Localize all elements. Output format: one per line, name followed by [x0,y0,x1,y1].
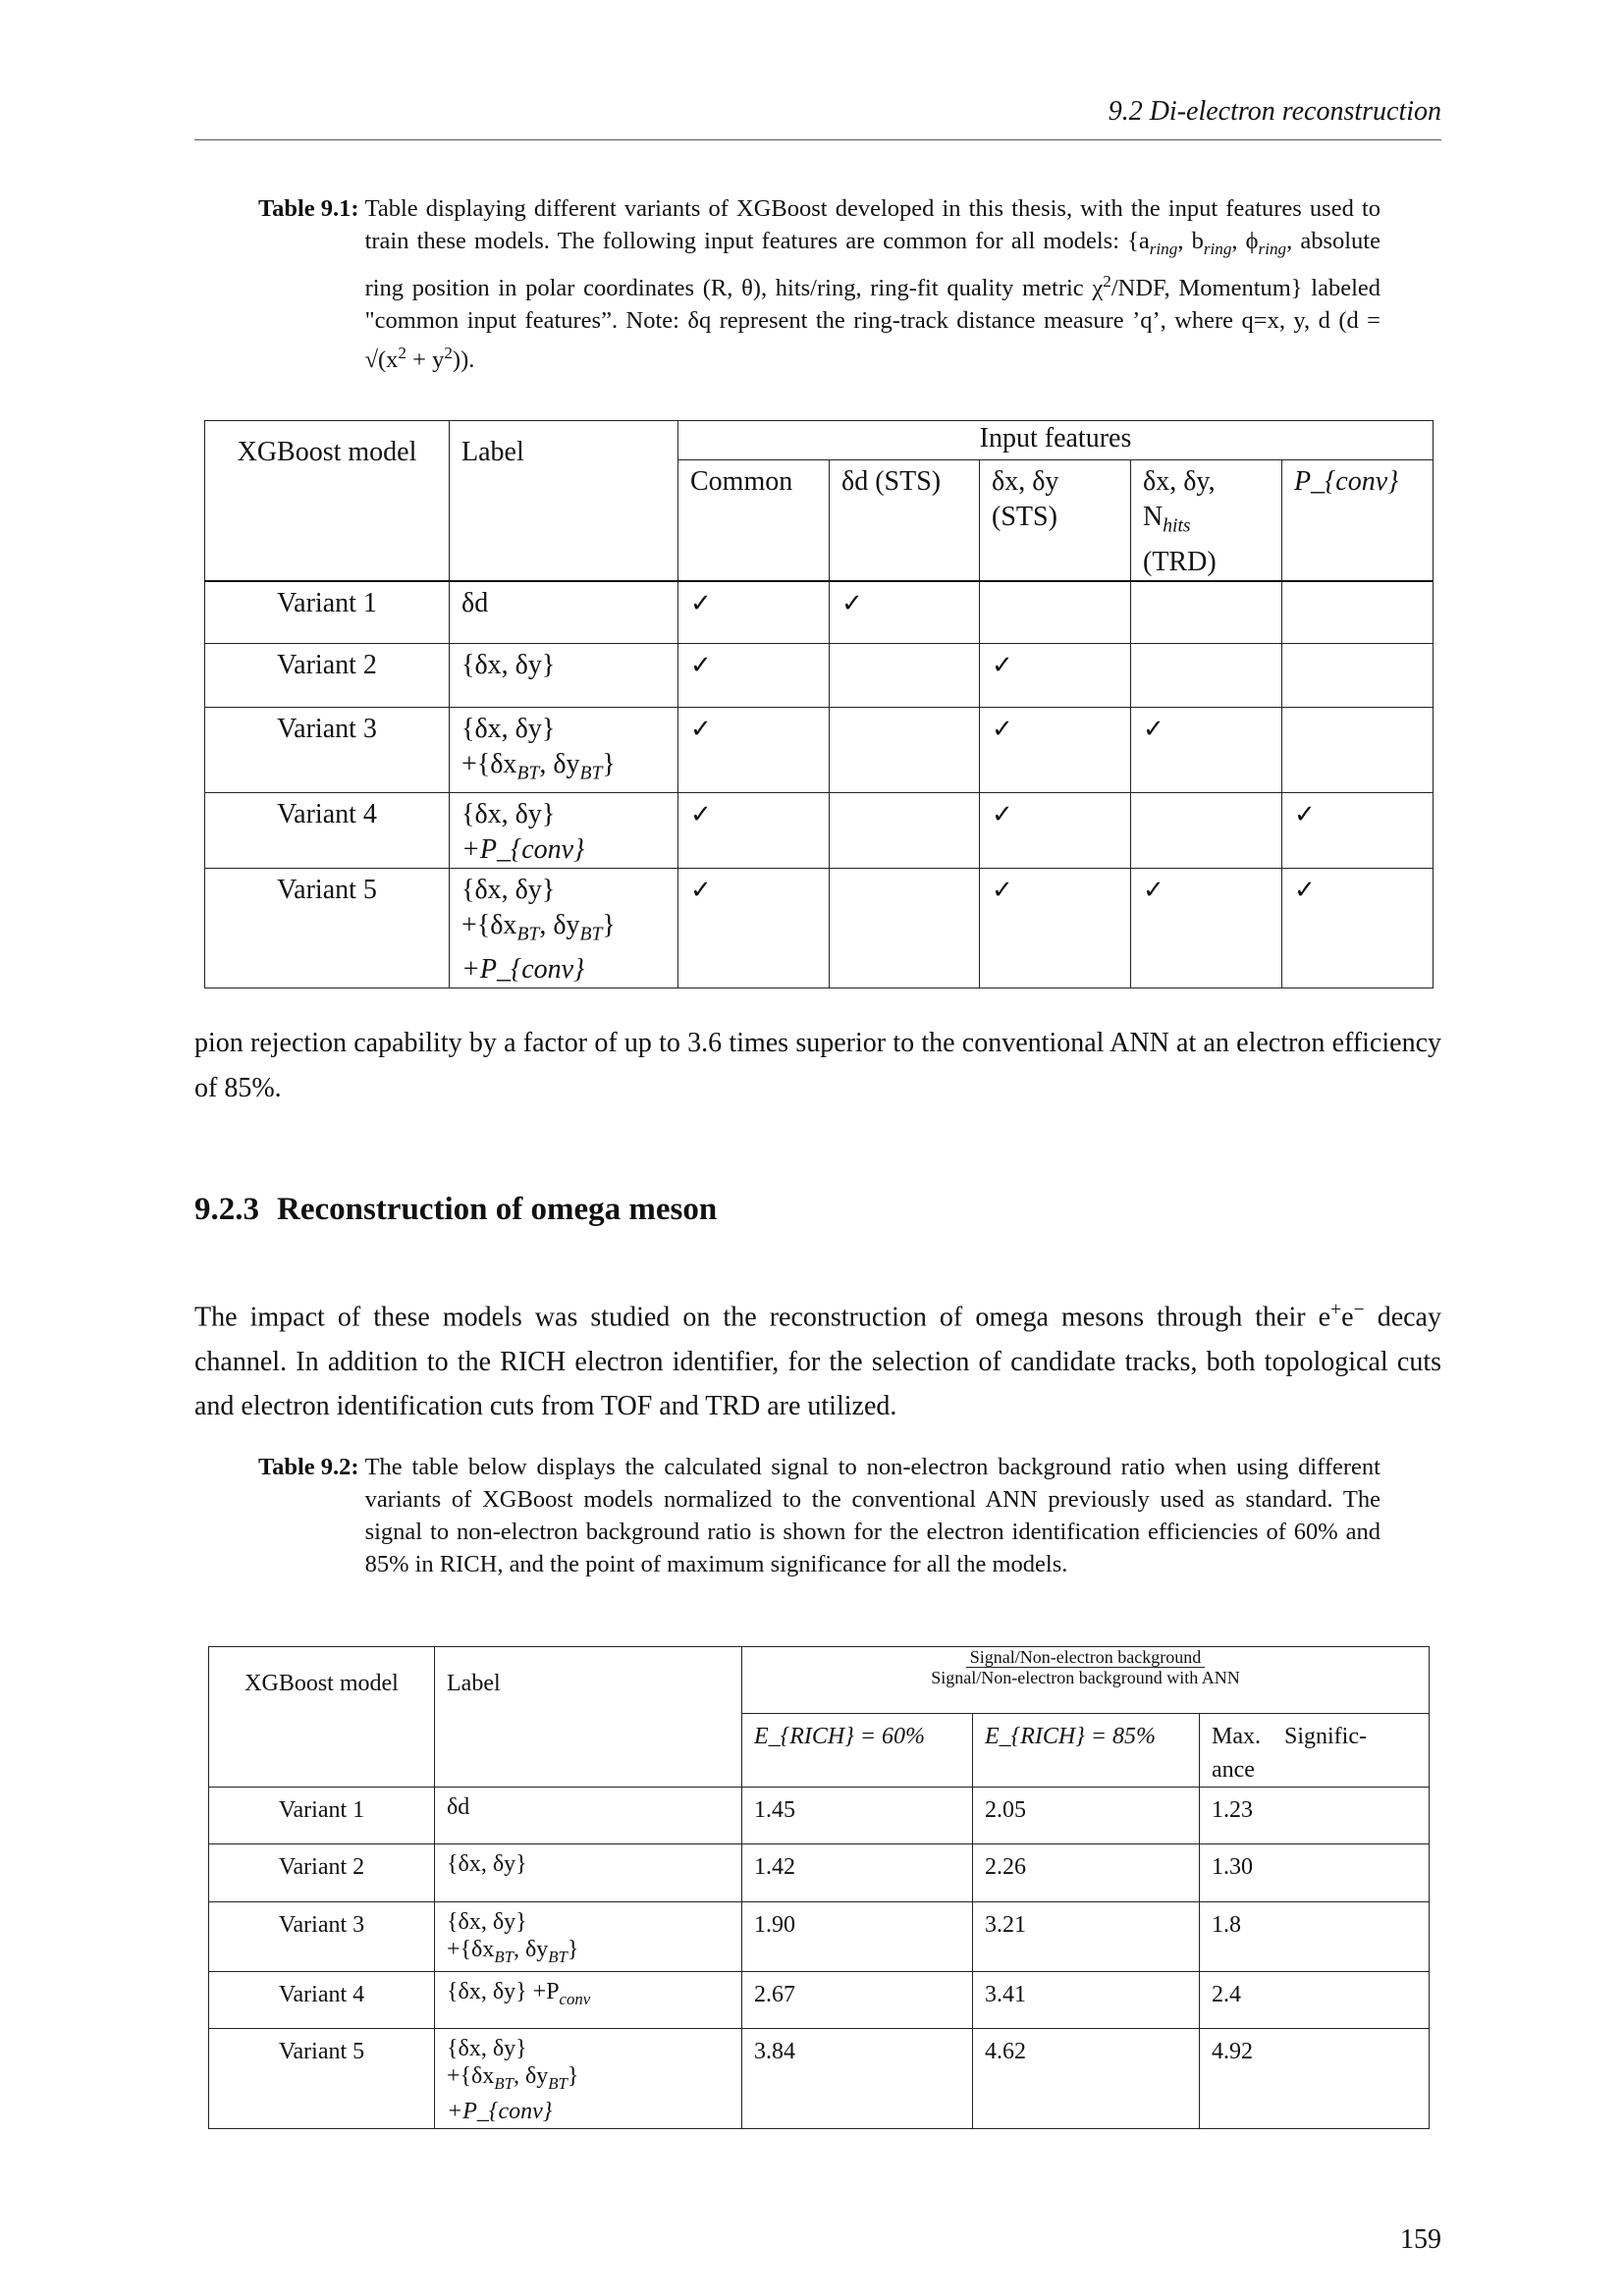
label-line: $+\{\delta x_{BT}$, $\delta y_{BT}$} [447,1937,579,1966]
check-cell [1131,868,1282,988]
value-cell: 1.42 [742,1844,973,1902]
paragraph: pion rejection capability by a factor of up to 3.6 times superior to the conventional ANN at an electron efficiency of 85%. [194,1028,1441,1103]
header-ratio-fraction [742,1647,1430,1714]
check-cell [678,581,830,644]
header-col-1: E_{RICH} = 85% [973,1714,1200,1788]
label-cell [435,1844,742,1902]
header-rule [194,139,1441,140]
model-cell: Variant 2 [209,1844,435,1902]
value-cell: 2.05 [973,1788,1200,1844]
model-cell: Variant 3 [209,1902,435,1972]
table-row [205,708,1434,793]
header-input-features: Input features [678,421,1434,460]
check-cell [830,708,980,793]
check-cell [1282,868,1434,988]
header-model: XGBoost model [205,421,450,581]
checkmark-icon: ✓ [992,651,1013,681]
check-cell [830,868,980,988]
table-row [205,581,1434,644]
page-number: 159 [1400,2224,1441,2255]
label-line: {δx, δy} [461,874,556,905]
fraction-numerator: Signal/Non-electron background [966,1647,1205,1668]
check-cell [1282,708,1434,793]
check-cell [980,868,1131,988]
header-col-2: Max. Signific- ance [1200,1714,1430,1788]
label-line: {δx, $\delta y\} +P_{conv}$ [447,1978,591,2008]
header-col-0: E_{RICH} = 60% [742,1714,973,1788]
label-cell [450,868,678,988]
check-cell [1282,644,1434,708]
checkmark-icon: ✓ [690,588,712,618]
value-cell: 1.90 [742,1902,973,1972]
section-heading [194,1192,717,1228]
check-cell [1131,581,1282,644]
table-row [209,1902,1430,1972]
label-cell [450,792,678,868]
check-cell [678,792,830,868]
table-row [209,2028,1430,2128]
label-line: {δx, δy} [461,650,556,681]
section-number: 9.2.3 [194,1192,259,1227]
model-cell: Variant 1 [209,1788,435,1844]
check-cell [1131,708,1282,793]
table-row [209,1971,1430,2028]
check-cell [1131,792,1282,868]
label-line: $+\{\delta x_{BT}$, $\delta y_{BT}$} [447,2062,579,2093]
table2-caption [258,1451,1380,1580]
value-cell: 2.26 [973,1844,1200,1902]
checkmark-icon: ✓ [1143,715,1164,745]
label-line: +P_{conv} [461,954,585,986]
table-row [209,1844,1430,1902]
fraction-denominator: Signal/Non-electron background with ANN [931,1668,1240,1687]
header-col-4: P_{conv} [1282,460,1434,581]
label-cell [450,644,678,708]
label-cell [435,2028,742,2128]
check-cell [678,708,830,793]
table-row [205,644,1434,708]
label-cell [435,1788,742,1844]
checkmark-icon: ✓ [1143,875,1164,905]
label-line: +P_{conv} [461,833,585,865]
checkmark-icon: ✓ [690,799,712,829]
check-cell [1282,792,1434,868]
check-cell [1131,644,1282,708]
value-cell: 2.67 [742,1971,973,2028]
check-cell [980,792,1131,868]
check-cell [830,644,980,708]
table-9-2 [208,1646,1430,2129]
value-cell: 2.4 [1200,1971,1430,2028]
caption-text: Table displaying different variants of XGBoost developed in this thesis, with the input features used to train these models. The following input features are common for all models: {$a_{ring}$, $b_{ring}$, $\phi_{ring}$, absolute ring position in polar coordinates (R, θ), hits/ring, ring-fit quality metric $\chi^2$/NDF, Momentum} labeled "common input features”. Note: δq represent the ring-track distance measure ’q’, where q=x, y, d $(d = √(x^2 + y^2))$. [364,195,1380,374]
model-cell: Variant 2 [205,644,450,708]
value-cell: 1.23 [1200,1788,1430,1844]
checkmark-icon: ✓ [1294,875,1316,905]
check-cell [678,868,830,988]
header-col-0: Common [678,460,830,581]
check-cell [830,581,980,644]
table-9-1 [204,420,1434,988]
caption-label: Table 9.2: [258,1454,359,1480]
caption-text: The table below displays the calculated signal to non-electron background ratio when using different variants of XGBoost models normalized to the conventional ANN previously used as standard. The signal to non-electron background ratio is shown for the electron identification efficiencies of 60% and 85% in RICH, and the point of maximum significance for all the models. [364,1454,1380,1577]
checkmark-icon: ✓ [992,715,1013,745]
table-row [205,868,1434,988]
checkmark-icon: ✓ [992,875,1013,905]
check-cell [980,708,1131,793]
label-cell [450,708,678,793]
label-cell [435,1902,742,1972]
check-cell [678,644,830,708]
label-cell [435,1971,742,2028]
table-row [209,1788,1430,1844]
checkmark-icon: ✓ [841,588,863,618]
label-line: {δx, δy} [461,714,556,745]
section-title: Reconstruction of omega meson [277,1192,718,1227]
running-head: 9.2 Di-electron reconstruction [1108,96,1441,127]
header-model: XGBoost model [209,1647,435,1788]
model-cell: Variant 3 [205,708,450,793]
label-line: δd [461,587,489,618]
value-cell: 1.30 [1200,1844,1430,1902]
header-col-3: δx, δy, $N_{hits}$ (TRD) [1131,460,1282,581]
checkmark-icon: ✓ [690,651,712,681]
checkmark-icon: ✓ [992,799,1013,829]
checkmark-icon: ✓ [690,875,712,905]
header-label: Label [435,1647,742,1788]
table-row [205,792,1434,868]
label-cell [450,581,678,644]
value-cell: 1.45 [742,1788,973,1844]
check-cell [980,644,1131,708]
check-cell [980,581,1131,644]
model-cell: Variant 1 [205,581,450,644]
value-cell: 3.21 [973,1902,1200,1972]
label-line: {δx, δy} [461,798,556,829]
header-col-1: δd (STS) [830,460,980,581]
model-cell: Variant 4 [205,792,450,868]
value-cell: 3.84 [742,2028,973,2128]
label-line: $+\{\delta x_{BT}$, $\delta y_{BT}$} [461,909,616,945]
table1-caption [258,192,1380,376]
label-line: {δx, δy} [447,1909,527,1935]
value-cell: 3.41 [973,1971,1200,2028]
value-cell: 1.8 [1200,1902,1430,1972]
model-cell: Variant 4 [209,1971,435,2028]
label-line: $+\{\delta x_{BT}$, $\delta y_{BT}$} [461,749,616,784]
model-cell: Variant 5 [209,2028,435,2128]
paragraph: The impact of these models was studied on the reconstruction of omega mesons through their e+e− decay channel. In addition to the RICH electron identifier, for the selection of candidate tracks, both topological cuts and electron identification cuts from TOF and TRD are utilized. [194,1300,1441,1422]
label-line: δd [447,1794,470,1820]
label-line: +P_{conv} [447,2098,553,2124]
value-cell: 4.92 [1200,2028,1430,2128]
header-label: Label [450,421,678,581]
value-cell: 4.62 [973,2028,1200,2128]
checkmark-icon: ✓ [1294,799,1316,829]
check-cell [1282,581,1434,644]
model-cell: Variant 5 [205,868,450,988]
label-line: {δx, δy} [447,2035,527,2061]
label-line: {δx, δy} [447,1851,527,1877]
caption-label: Table 9.1: [258,195,359,222]
header-col-2: δx, δy (STS) [980,460,1131,581]
check-cell [830,792,980,868]
checkmark-icon: ✓ [690,715,712,745]
